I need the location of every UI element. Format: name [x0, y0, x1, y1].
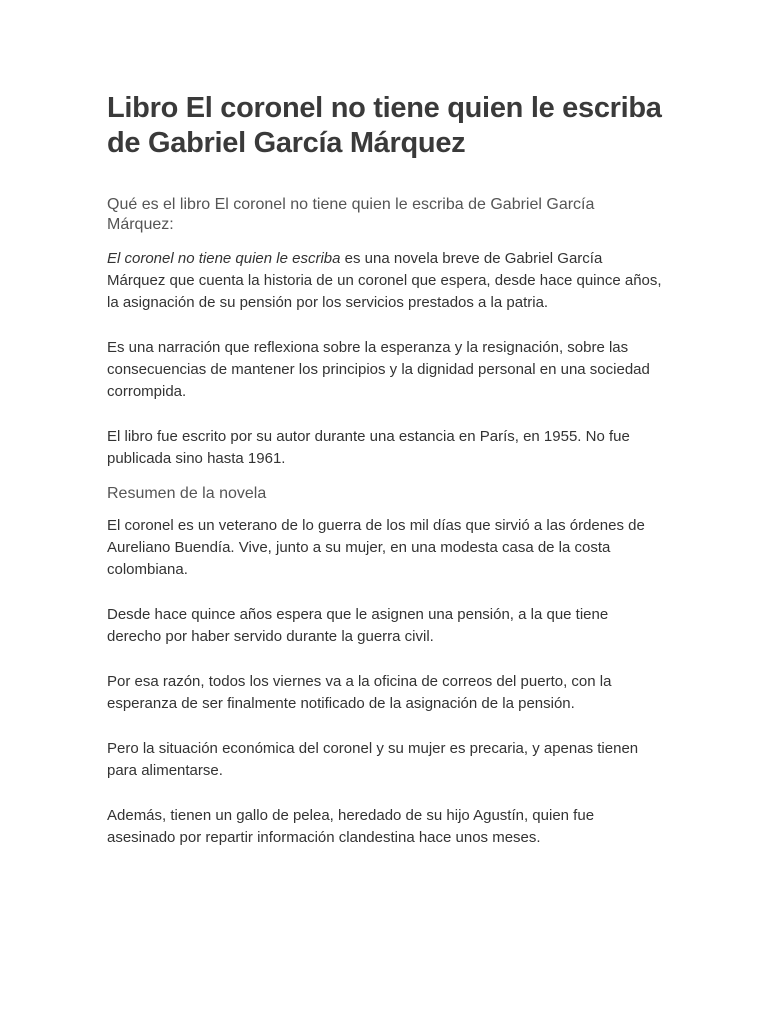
summary-paragraph: Por esa razón, todos los viernes va a la oficina de correos del puerto, con la esperanza de ser finalmente notificado de la asignación de la pensión.: [107, 673, 612, 712]
summary-paragraph: Pero la situación económica del coronel y su mujer es precaria, y apenas tienen para alimentarse.: [107, 740, 639, 779]
document-page: [107, 88, 667, 849]
section-heading: Resumen de la novela: [107, 485, 267, 502]
intro-paragraph: [107, 248, 662, 314]
book-title-italic: El coronel no tiene quien le escriba: [107, 250, 341, 267]
summary-paragraph: Desde hace quince años espera que le asignen una pensión, a la que tiene derecho por haber servido durante la guerra civil.: [107, 606, 609, 645]
summary-paragraph: El coronel es un veterano de lo guerra de los mil días que sirvió a las órdenes de Aureliano Buendía. Vive, junto a su mujer, en una modesta casa de la costa colombiana.: [107, 517, 645, 578]
subtitle-heading: Qué es el libro El coronel no tiene quien le escriba de Gabriel García Márquez:: [107, 196, 595, 233]
paragraph: El libro fue escrito por su autor durante una estancia en París, en 1955. No fue publicada sino hasta 1961.: [107, 428, 630, 467]
page-title: Libro El coronel no tiene quien le escriba de Gabriel García Márquez: [107, 92, 662, 159]
paragraph: Es una narración que reflexiona sobre la esperanza y la resignación, sobre las consecuencias de mantener los principios y la dignidad personal en una sociedad corrompida.: [107, 339, 650, 400]
summary-paragraph: Además, tienen un gallo de pelea, heredado de su hijo Agustín, quien fue asesinado por repartir información clandestina hace unos meses.: [107, 807, 595, 846]
intro-text: es una novela breve de Gabriel García Márquez que cuenta la historia de un coronel que espera, desde hace quince años, la asignación de su pensión por los servicios prestados a la patria.: [107, 250, 662, 311]
